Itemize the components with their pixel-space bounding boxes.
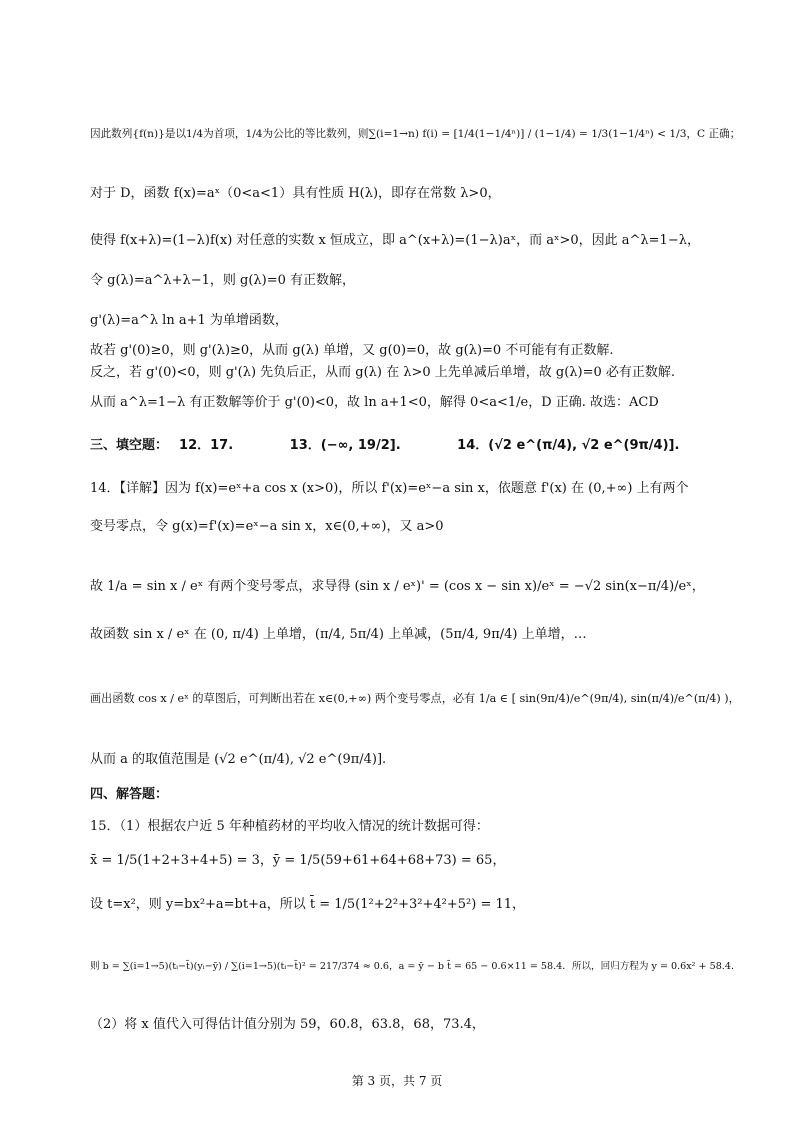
- text-line-1: 因此数列{f(n)}是以1/4为首项，1/4为公比的等比数列，则∑(i=1→n) f(i) = [1/4(1−1/4ⁿ)] / (1−1/4) = 1/3(1−1/4ⁿ) < 1/3，C 正确；: [90, 128, 741, 140]
- text-line-8: 从而 a^λ=1−λ 有正数解等价于 g'(0)<0，故 ln a+1<0，解得 0<a<1/e，D 正确. 故选：ACD: [90, 395, 659, 410]
- text-line-4: 令 g(λ)=a^λ+λ−1，则 g(λ)=0 有正数解，: [90, 273, 356, 288]
- text-line-5: g'(λ)=a^λ ln a+1 为单增函数，: [90, 313, 288, 328]
- text-line-17: 15．（1）根据农户近 5 年种植药材的平均收入情况的统计数据可得：: [90, 819, 489, 834]
- page-footer: 第 3 页，共 7 页: [351, 1074, 443, 1088]
- section-fill-in-answers: 三、填空题： 12．17. 13．(−∞, 19/2]. 14．(√2 e^(π/4), √2 e^(9π/4)].: [90, 438, 680, 453]
- text-line-3: 使得 f(x+λ)=(1−λ)f(x) 对任意的实数 x 恒成立，即 a^(x+λ)=(1−λ)aˣ，而 aˣ>0，因此 a^λ=1−λ，: [90, 233, 700, 248]
- text-line-18: x̄ = 1/5(1+2+3+4+5) = 3，ȳ = 1/5(59+61+64+68+73) = 65，: [90, 853, 506, 868]
- text-line-19: 设 t=x²，则 y=bx²+a=bt+a，所以 t̄ = 1/5(1²+2²+3²+4²+5²) = 11，: [90, 897, 526, 912]
- text-line-15: 从而 a 的取值范围是 (√2 e^(π/4), √2 e^(9π/4)].: [90, 752, 387, 767]
- text-line-20: 则 b = ∑(i=1→5)(tᵢ−t̄)(yᵢ−ȳ) / ∑(i=1→5)(tᵢ−t̄)² = 217/374 ≈ 0.6，a = ȳ − b t̄ = 65 − 0.6×11 = 58.4．所以，回归方程为 y = 0.6x² + 58.4．: [90, 961, 741, 972]
- text-line-14: 画出函数 cos x / eˣ 的草图后，可判断出若在 x∈(0,+∞) 两个变号零点，必有 1/a ∈ [ sin(9π/4)/e^(9π/4), sin(π/4)/e^(π/4) )，: [90, 692, 740, 705]
- section-solution-heading: 四、解答题：: [90, 787, 169, 802]
- text-line-10: 14．【详解】因为 f(x)=eˣ+a cos x (x>0)，所以 f'(x)=eˣ−a sin x，依题意 f'(x) 在 (0,+∞) 上有两个: [90, 481, 689, 496]
- text-line-6: 故若 g'(0)≥0，则 g'(λ)≥0，从而 g(λ) 单增，又 g(0)=0，故 g(λ)=0 不可能有有正数解.: [90, 343, 614, 358]
- text-line-13: 故函数 sin x / eˣ 在 (0, π/4) 上单增，(π/4, 5π/4) 上单减，(5π/4, 9π/4) 上单增，…: [90, 627, 587, 642]
- text-line-2: 对于 D，函数 f(x)=aˣ（0<a<1）具有性质 H(λ)，即存在常数 λ>0，: [90, 186, 501, 201]
- text-line-11: 变号零点，令 g(x)=f'(x)=eˣ−a sin x，x∈(0,+∞)，又 a>0: [90, 519, 444, 534]
- text-line-7: 反之，若 g'(0)<0，则 g'(λ) 先负后正，从而 g(λ) 在 λ>0 上先单减后单增，故 g(λ)=0 必有正数解.: [90, 365, 676, 380]
- text-line-21: （2）将 x 值代入可得估计值分别为 59，60.8，63.8，68，73.4，: [90, 1017, 485, 1032]
- text-line-12: 故 1/a = sin x / eˣ 有两个变号零点，求导得 (sin x / eˣ)' = (cos x − sin x)/eˣ = −√2 sin(x−π/4)/eˣ，: [90, 579, 705, 594]
